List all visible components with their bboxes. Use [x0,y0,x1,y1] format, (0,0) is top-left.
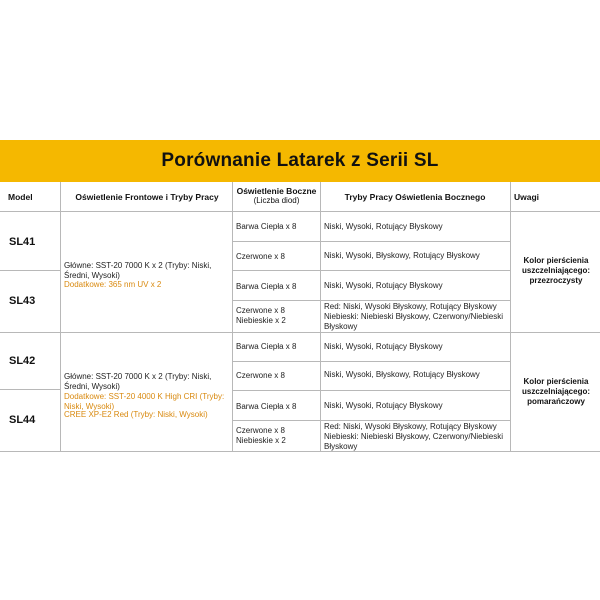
side-lighting: Barwa Ciepła x 8 [236,342,297,351]
front-lighting-extra: Dodatkowe: SST-20 4000 K High CRI (Tryby: Niski, Wysoki) [64,392,225,411]
divider [232,300,510,301]
side-lighting: Barwa Ciepła x 8 [236,222,297,231]
divider [232,420,510,421]
side-modes: Niski, Wysoki, Błyskowy, Rotujący Błyskowy [324,370,480,379]
side-lighting: Czerwone x 8 Niebieskie x 2 [236,426,286,445]
side-lighting: Barwa Ciepła x 8 [236,402,297,411]
header-side-lighting [233,186,320,206]
model-label: SL44 [9,414,36,426]
header-front-lighting: Oświetlenie Frontowe i Tryby Pracy [75,192,219,202]
side-lighting: Czerwone x 8 [236,252,285,261]
divider [232,361,510,362]
divider [232,270,510,271]
side-modes: Red: Niski, Wysoki Błyskowy, Rotujący Błyskowy Niebieski: Niebieski Błyskowy, Czerwony/Niebieski Błyskowy [324,302,504,331]
front-lighting-extra: CREE XP-E2 Red (Tryby: Niski, Wysoki) [64,410,208,419]
divider [232,241,510,242]
divider [232,390,510,391]
model-label: SL42 [9,355,36,367]
side-lighting: Barwa Ciepła x 8 [236,282,297,291]
side-modes: Niski, Wysoki, Rotujący Błyskowy [324,281,443,290]
divider [510,182,511,452]
side-modes: Red: Niski, Wysoki Błyskowy, Rotujący Błyskowy Niebieski: Niebieski Błyskowy, Czerwony/Niebieski Błyskowy [324,422,504,451]
model-label: SL41 [9,236,36,248]
header-side-modes: Tryby Pracy Oświetlenia Bocznego [344,192,486,202]
seal-ring-note: Kolor pierścienia uszczelniającego: pomarańczowy [521,377,591,406]
side-lighting: Czerwone x 8 [236,371,285,380]
side-modes: Niski, Wysoki, Rotujący Błyskowy [324,401,443,410]
side-modes: Niski, Wysoki, Rotujący Błyskowy [324,342,443,351]
title-banner [0,140,600,182]
front-lighting-main: Główne: SST-20 7000 K x 2 (Tryby: Niski, Średni, Wysoki) [64,261,212,280]
header-model: Model [8,192,33,202]
header-notes: Uwagi [514,192,540,202]
divider [0,389,60,390]
page-title: Porównanie Latarek z Serii SL [161,150,439,171]
side-modes: Niski, Wysoki, Błyskowy, Rotujący Błyskowy [324,251,480,260]
side-lighting: Czerwone x 8 Niebieskie x 2 [236,306,286,325]
divider [60,182,61,452]
header-side-sub: (Liczba diod) [253,196,300,205]
divider [232,182,233,452]
side-modes: Niski, Wysoki, Rotujący Błyskowy [324,222,443,231]
divider [320,182,321,452]
model-label: SL43 [9,295,36,307]
front-lighting-main: Główne: SST-20 7000 K x 2 (Tryby: Niski, Średni, Wysoki) [64,372,212,391]
header-side-label: Oświetlenie Boczne [236,186,317,196]
divider [0,270,60,271]
front-lighting-extra: Dodatkowe: 365 nm UV x 2 [64,280,162,289]
seal-ring-note: Kolor pierścienia uszczelniającego: przezroczysty [521,256,591,285]
